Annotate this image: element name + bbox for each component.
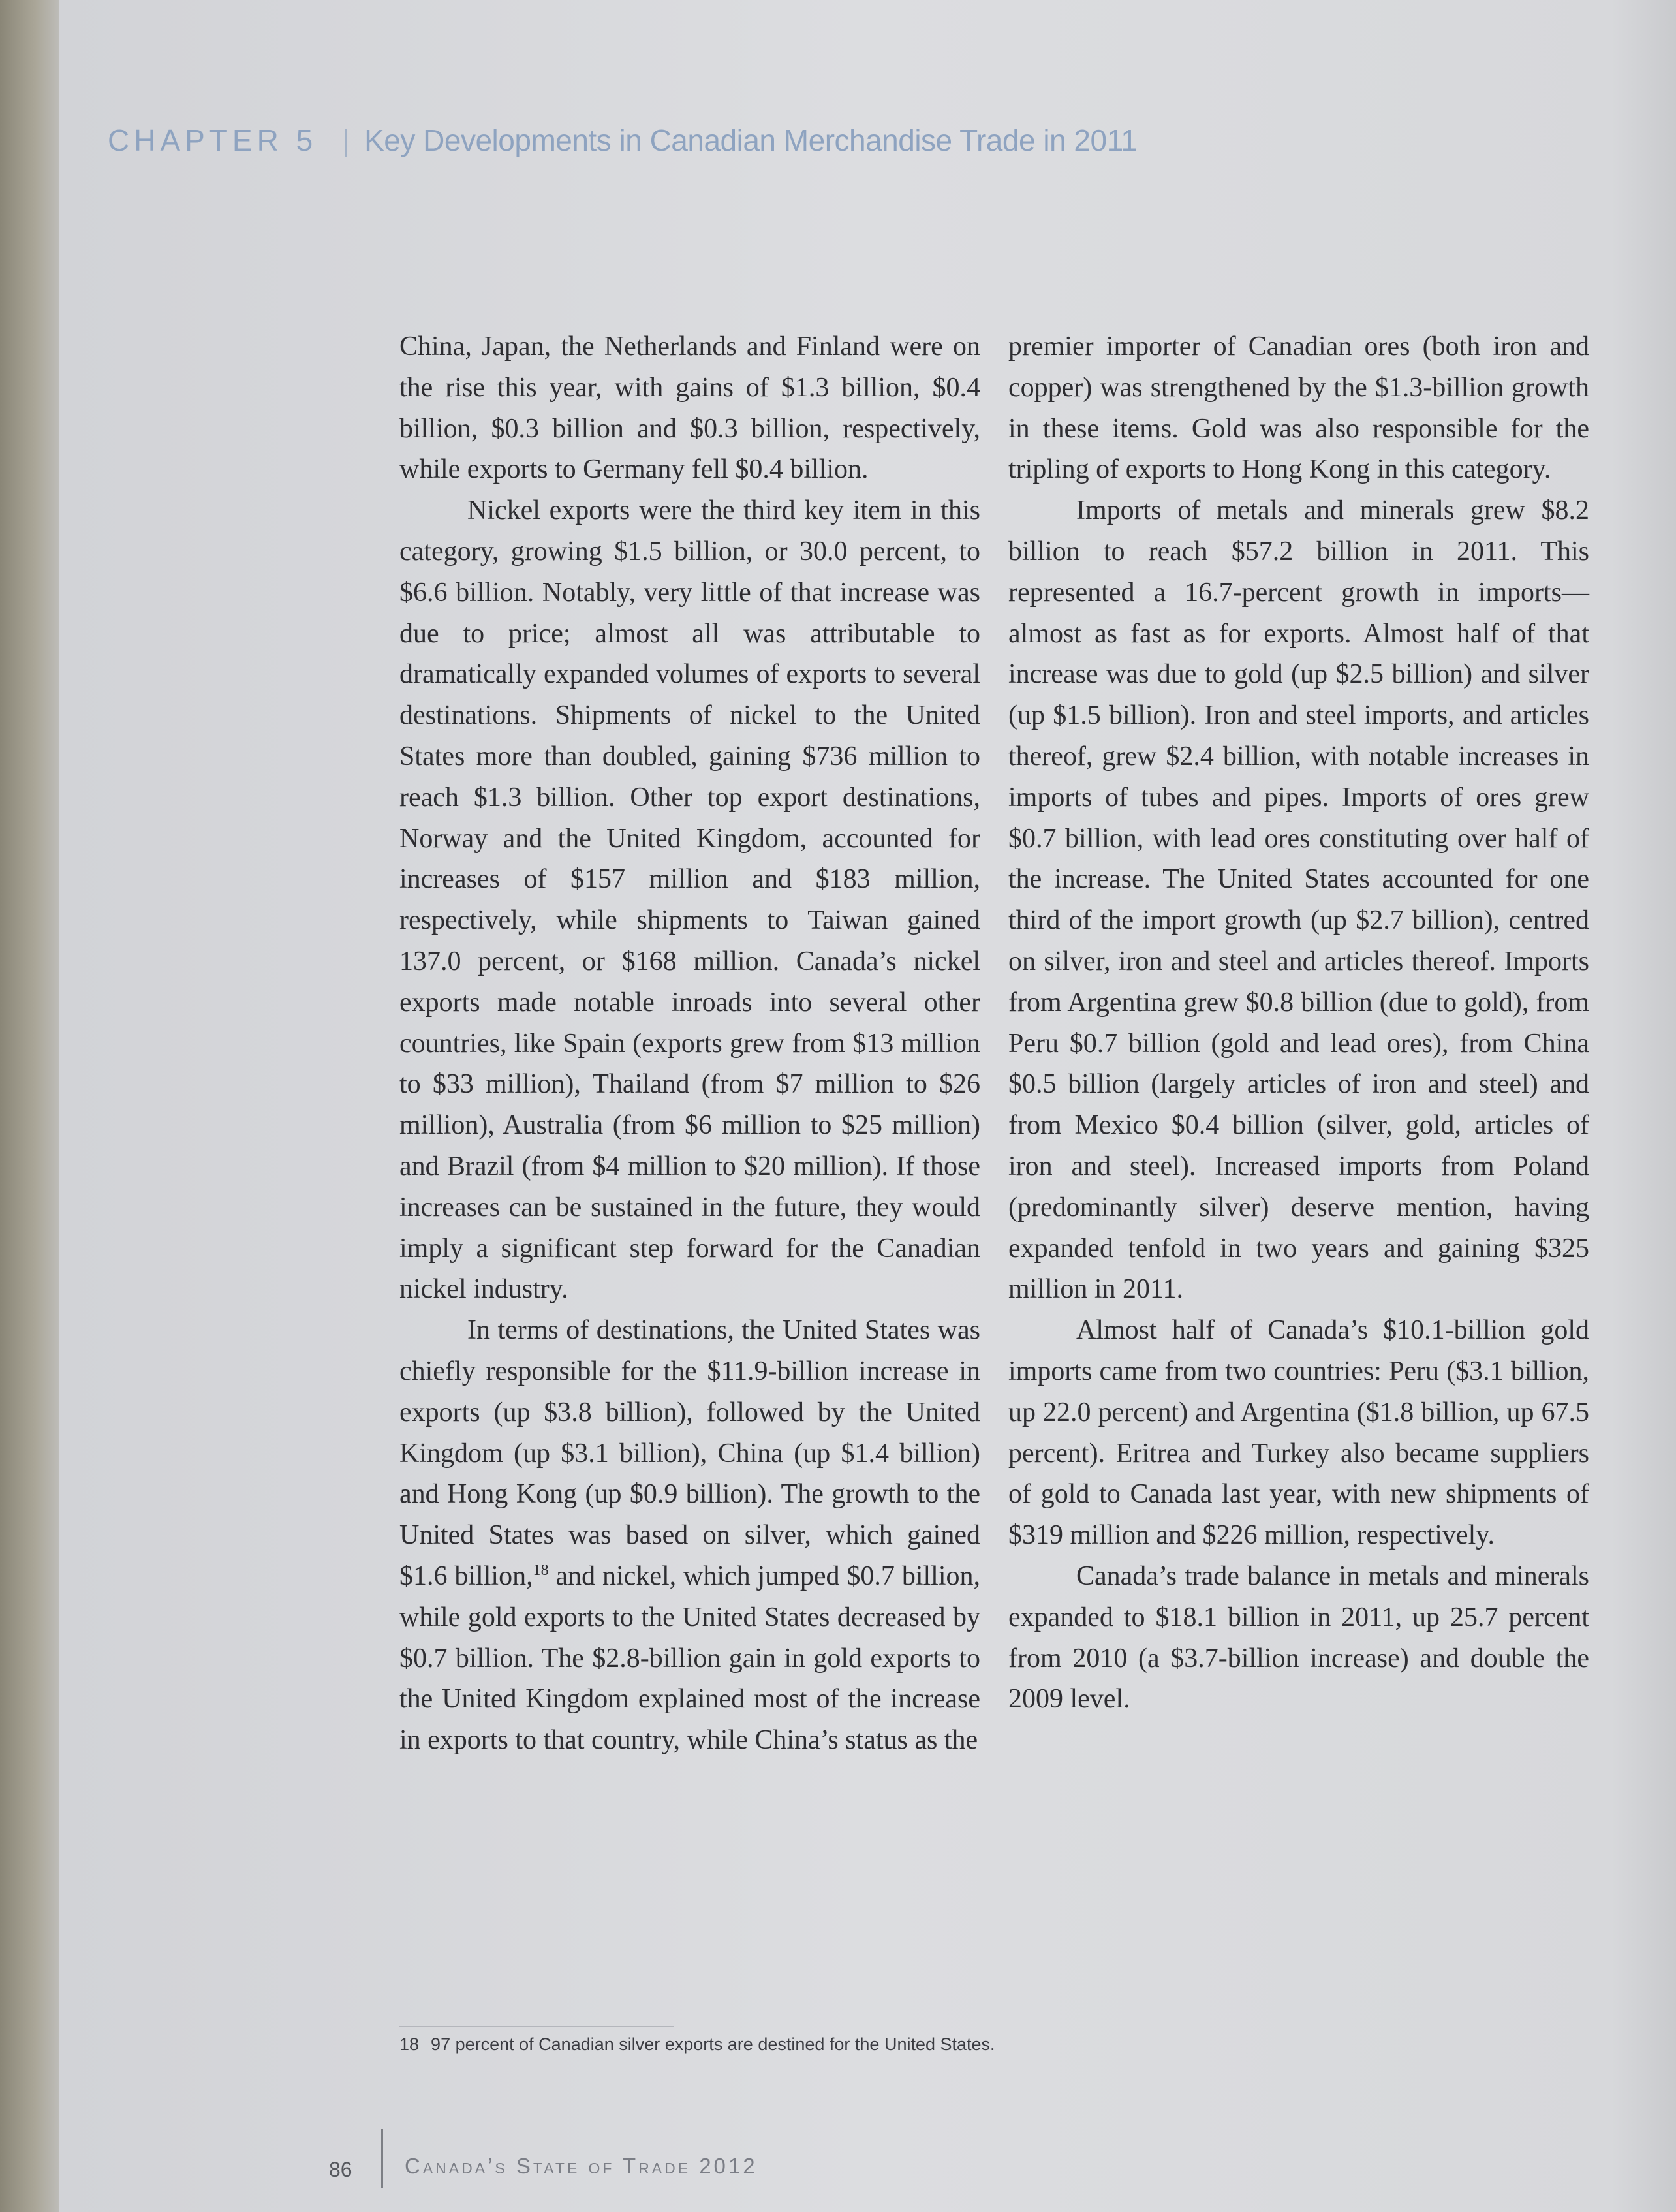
left-paragraph-3 [399, 1310, 980, 1761]
chapter-header [108, 123, 1137, 162]
left-paragraph-2: Nickel exports were the third key item in this category, growing $1.5 billion, or 30.0 percent, to $6.6 billion. Notably, very little of that increase was due to price; almost all was attributable to dramatically expanded volumes of exports to several destinations. Shipments of nickel to the United States more than doubled, gaining $736 million to reach $1.3 billion. Other top export destinations, Norway and the United Kingdom, accounted for increases of $157 million and $183 million, respectively, while shipments to Taiwan gained 137.0 percent, or $168 million. Canada’s nickel exports made notable inroads into several other countries, like Spain (exports grew from $13 million to $33 million), Thailand (from $7 million to $26 million), Australia (from $6 million to $25 million) and Brazil (from $4 million to $20 million). If those increases can be sustained in the future, they would imply a significant step forward for the Canadian nickel industry. [399, 495, 980, 1305]
paragraph-text: and nickel, which jumped $0.7 billion, while gold exports to the United States decreased by $0.7 billion. The $2.8-billion gain in gold exports to the United Kingdom explained most of the increase in exports to that country, while China’s status as the [399, 1561, 980, 1756]
footnote-number: 18 [399, 2034, 420, 2054]
page-number: 86 [329, 2158, 352, 2181]
book-binding-edge [0, 0, 59, 2212]
right-paragraph-2: Imports of metals and minerals grew $8.2 billion to reach $57.2 billion in 2011. This represented a 16.7-percent growth in imports—almost as fast as for exports. Almost half of that increase was due to gold (up $2.5 billion) and silver (up $1.5 billion). Iron and steel imports, and articles thereof, grew $2.4 billion, with notable increases in imports of tubes and pipes. Imports of ores grew $0.7 billion, with lead ores constituting over half of the increase. The United States accounted for one third of the import growth (up $2.7 billion), centred on silver, iron and steel and articles thereof. Imports from Argentina grew $0.8 billion (due to gold), from Peru $0.7 billion (gold and lead ores), from China $0.5 billion (largely articles of iron and steel) and from Mexico $0.4 billion (silver, gold, articles of iron and steel). Increased imports from Poland (predominantly silver) deserve mention, having expanded tenfold in two years and gaining $325 million in 2011. [1008, 495, 1589, 1305]
footnote-text: 97 percent of Canadian silver exports are destined for the United States. [431, 2034, 995, 2054]
right-paragraph-1: premier importer of Canadian ores (both iron and copper) was strengthened by the $1.3-billion growth in these items. Gold was also responsible for the tripling of exports to Hong Kong in this category. [1008, 332, 1589, 485]
chapter-label: CHAPTER 5 [108, 123, 318, 157]
publication-title: Canada’s State of Trade 2012 [405, 2154, 758, 2178]
right-paragraph-4: Canada’s trade balance in metals and minerals expanded to $18.1 billion in 2011, up 25.7 percent from 2010 (a $3.7-billion increase) and double the 2009 level. [1008, 1561, 1589, 1715]
right-paragraph-3: Almost half of Canada’s $10.1-billion gold imports came from two countries: Peru ($3.1 billion, up 22.0 percent) and Argentina ($1.8 billion, up 67.5 percent). Eritrea and Turkey also became suppliers of gold to Canada last year, with new shipments of $319 million and $226 million, respectively. [1008, 1315, 1589, 1551]
footnote-divider [399, 2026, 674, 2027]
chapter-title: Key Developments in Canadian Merchandise Trade in 2011 [364, 123, 1138, 157]
footnote [399, 2034, 995, 2055]
footnote-reference: 18 [533, 1561, 549, 1579]
footer-divider [381, 2129, 383, 2188]
header-separator: | [342, 123, 350, 157]
left-text-column [399, 326, 980, 1761]
right-text-column [1008, 326, 1589, 1720]
paragraph-text: In terms of destinations, the United States was chiefly responsible for the $11.9-billion increase in exports (up $3.8 billion), followed by the United Kingdom (up $3.1 billion), China (up $1.4 billion) and Hong Kong (up $0.9 billion). The growth to the United States was based on silver, which gained $1.6 billion, [399, 1315, 980, 1591]
left-paragraph-1: China, Japan, the Netherlands and Finland were on the rise this year, with gains of $1.3 billion, $0.4 billion, $0.3 billion and $0.3 billion, respectively, while exports to Germany fell $0.4 billion. [399, 332, 980, 485]
